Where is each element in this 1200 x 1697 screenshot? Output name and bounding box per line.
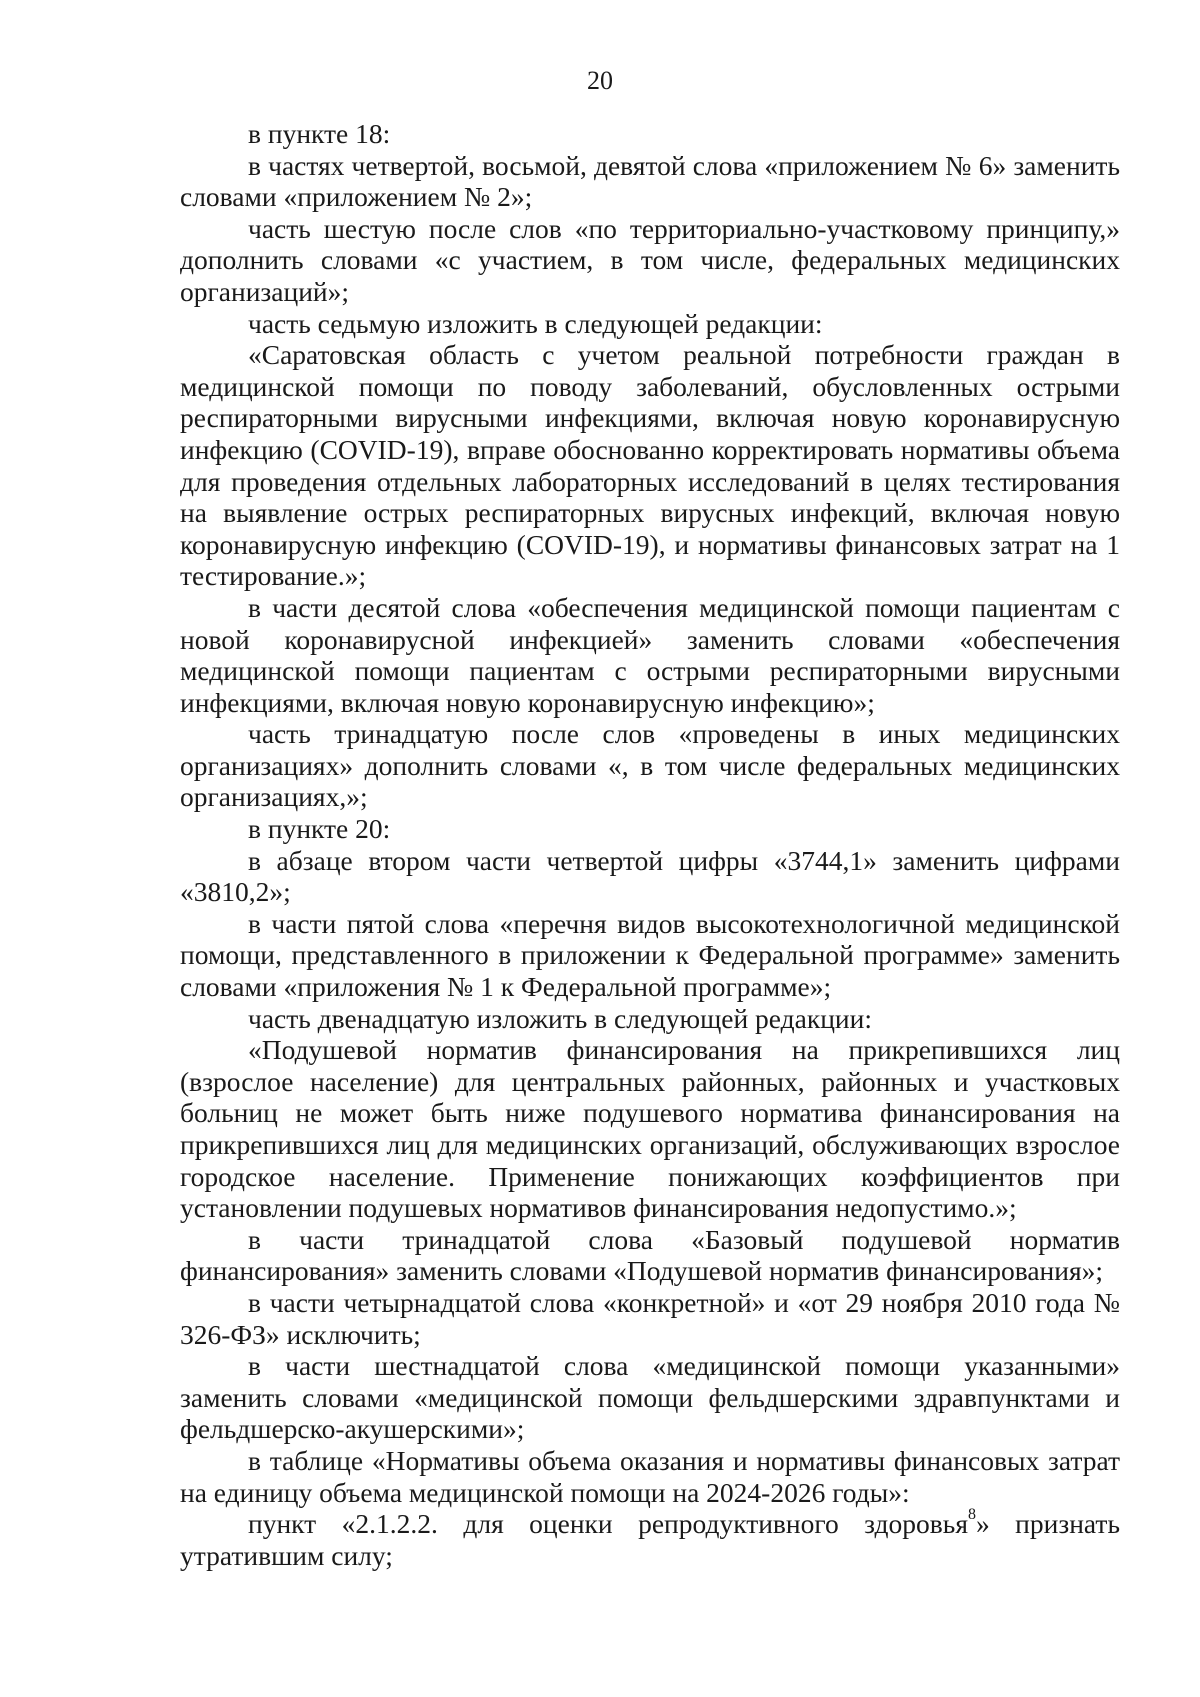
paragraph: «Саратовская область с учетом реальной потребности граждан в медицинской помощи по поводу заболеваний, обусловленных острыми респираторными вирусными инфекциями, включая новую коронавирусную инфекцию (COVID-19), вправе обоснованно корректировать нормативы объема для проведения отдельных лабораторных исследований в целях тестирования на выявление острых респираторных вирусных инфекций, включая новую коронавирусную инфекцию (COVID-19), и нормативы финансовых затрат на 1 тестирование.»; xyxy=(180,339,1120,592)
footnote-reference: 8 xyxy=(967,1506,976,1524)
page-number: 20 xyxy=(587,66,613,95)
paragraph: в части десятой слова «обеспечения медицинской помощи пациентам с новой коронавирусной инфекцией» заменить словами «обеспечения медицинской помощи пациентам с острыми респираторными вирусными инфекциями, включая новую коронавирусную инфекцию»; xyxy=(180,591,1120,718)
document-body xyxy=(180,118,1120,1571)
paragraph: в пункте 18: xyxy=(248,118,391,149)
paragraph: в пункте 20: xyxy=(248,813,391,845)
paragraph: в абзаце втором части четвертой цифры «3744,1» заменить цифрами «3810,2»; xyxy=(180,844,1120,908)
paragraph: часть тринадцатую после слов «проведены в иных медицинских организациях» дополнить словами «, в том числе федеральных медицинских организациях,»; xyxy=(180,718,1120,813)
paragraph: в части пятой слова «перечня видов высокотехнологичной медицинской помощи, представленного в приложении к Федеральной программе» заменить словами «приложения № 1 к Федеральной программе»; xyxy=(180,907,1120,1003)
paragraph: в части тринадцатой слова «Базовый подушевой норматив финансирования» заменить словами «Подушевой норматив финансирования»; xyxy=(180,1223,1120,1287)
paragraph: в части шестнадцатой слова «медицинской помощи указанными» заменить словами «медицинской помощи фельдшерскими здравпунктами и фельдшерско-акушерскими»; xyxy=(180,1350,1120,1445)
paragraph: в таблице «Нормативы объема оказания и нормативы финансовых затрат на единицу объема медицинской помощи на 2024-2026 годы»: xyxy=(180,1444,1120,1508)
paragraph: часть шестую после слов «по территориально-участковому принципу,» дополнить словами «с участием, в том числе, федеральных медицинских организаций»; xyxy=(180,212,1120,307)
paragraph: часть двенадцатую изложить в следующей редакции: xyxy=(248,1002,873,1034)
last-paragraph-text-end: » признать утратившим силу; xyxy=(180,1508,1120,1571)
paragraph: в части четырнадцатой слова «конкретной» и «от 29 ноября 2010 года № 326-ФЗ» исключить; xyxy=(180,1286,1120,1350)
paragraph: часть седьмую изложить в следующей редакции: xyxy=(248,307,823,339)
last-paragraph xyxy=(180,1508,1120,1571)
last-paragraph-text: пункт «2.1.2.2. для оценки репродуктивного здоровья xyxy=(248,1508,968,1540)
paragraph: в частях четвертой, восьмой, девятой слова «приложением № 6» заменить словами «приложением № 2»; xyxy=(180,149,1120,213)
paragraph: «Подушевой норматив финансирования на прикрепившихся лиц (взрослое население) для центральных районных, районных и участковых больниц не может быть ниже подушевого норматива финансирования на прикрепившихся лиц для медицинских организаций, обслуживающих взрослое городское население. Применение понижающих коэффициентов при установлении подушевых нормативов финансирования недопустимо.»; xyxy=(180,1034,1120,1224)
